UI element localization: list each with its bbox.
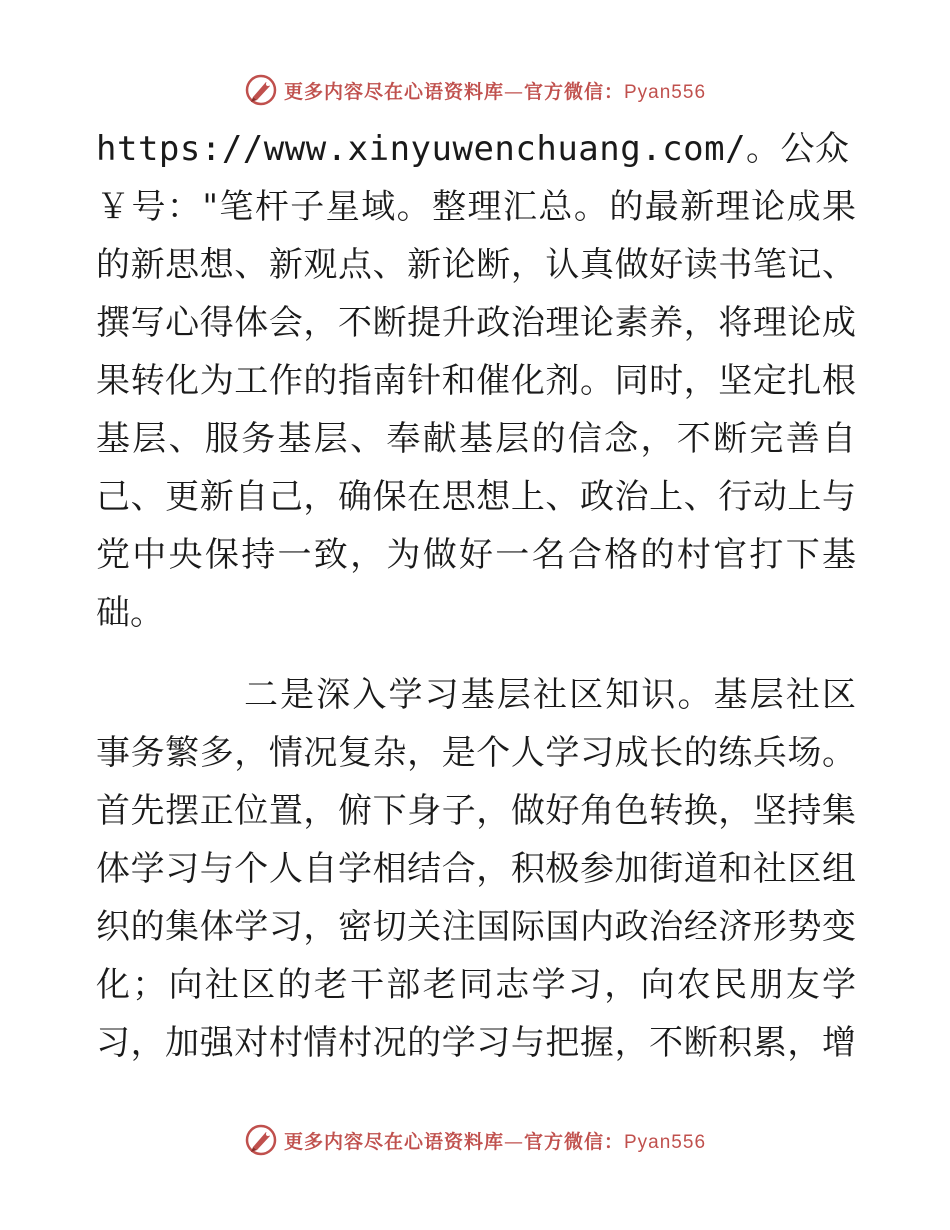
banner-wechat-id: Pyan556 xyxy=(624,1131,707,1153)
header-watermark-banner xyxy=(0,70,950,110)
banner-title: 更多内容尽在心语资料库 xyxy=(283,1130,504,1153)
text-line: 基层、服务基层、奉献基层的信念，不断完善自 xyxy=(96,419,856,459)
banner-wechat-id: Pyan556 xyxy=(624,81,707,103)
text-line: 果转化为工作的指南针和催化剂。同时，坚定扎根 xyxy=(96,361,856,401)
text-line: 织的集体学习，密切关注国际国内政治经济形势变 xyxy=(96,907,856,947)
pen-logo-icon xyxy=(244,73,278,107)
pen-logo-icon xyxy=(244,1123,278,1157)
banner-title: 更多内容尽在心语资料库 xyxy=(283,80,504,103)
document-body xyxy=(96,120,856,1072)
footer-banner-text xyxy=(284,1127,706,1154)
text-line: 础。 xyxy=(96,593,164,633)
paragraph-2 xyxy=(96,666,856,1072)
footer-watermark-banner xyxy=(0,1120,950,1160)
banner-wechat-label: 官方微信： xyxy=(523,1130,624,1153)
text-line: ￥号："笔杆子星域。整理汇总。的最新理论成果 xyxy=(96,187,856,227)
text-line: 撰写心得体会，不断提升政治理论素养，将理论成 xyxy=(96,303,856,343)
text-line: 二是深入学习基层社区知识。基层社区 xyxy=(244,675,856,715)
banner-separator: — xyxy=(503,80,524,103)
text-line: https://www.xinyuwenchuang.com/。公众 xyxy=(96,129,850,169)
text-line: 党中央保持一致，为做好一名合格的村官打下基 xyxy=(96,535,856,575)
text-line: 事务繁多，情况复杂，是个人学习成长的练兵场。 xyxy=(96,733,856,773)
paragraph-1 xyxy=(96,120,856,642)
text-line: 化；向社区的老干部老同志学习，向农民朋友学 xyxy=(96,965,856,1005)
header-banner-text xyxy=(284,77,706,104)
banner-separator: — xyxy=(503,1130,524,1153)
text-line: 习，加强对村情村况的学习与把握，不断积累，增 xyxy=(96,1023,856,1063)
text-line: 的新思想、新观点、新论断，认真做好读书笔记、 xyxy=(96,245,856,285)
text-line: 体学习与个人自学相结合，积极参加街道和社区组 xyxy=(96,849,856,889)
text-line: 己、更新自己，确保在思想上、政治上、行动上与 xyxy=(96,477,856,517)
text-line: 首先摆正位置，俯下身子，做好角色转换，坚持集 xyxy=(96,791,856,831)
banner-wechat-label: 官方微信： xyxy=(523,80,624,103)
